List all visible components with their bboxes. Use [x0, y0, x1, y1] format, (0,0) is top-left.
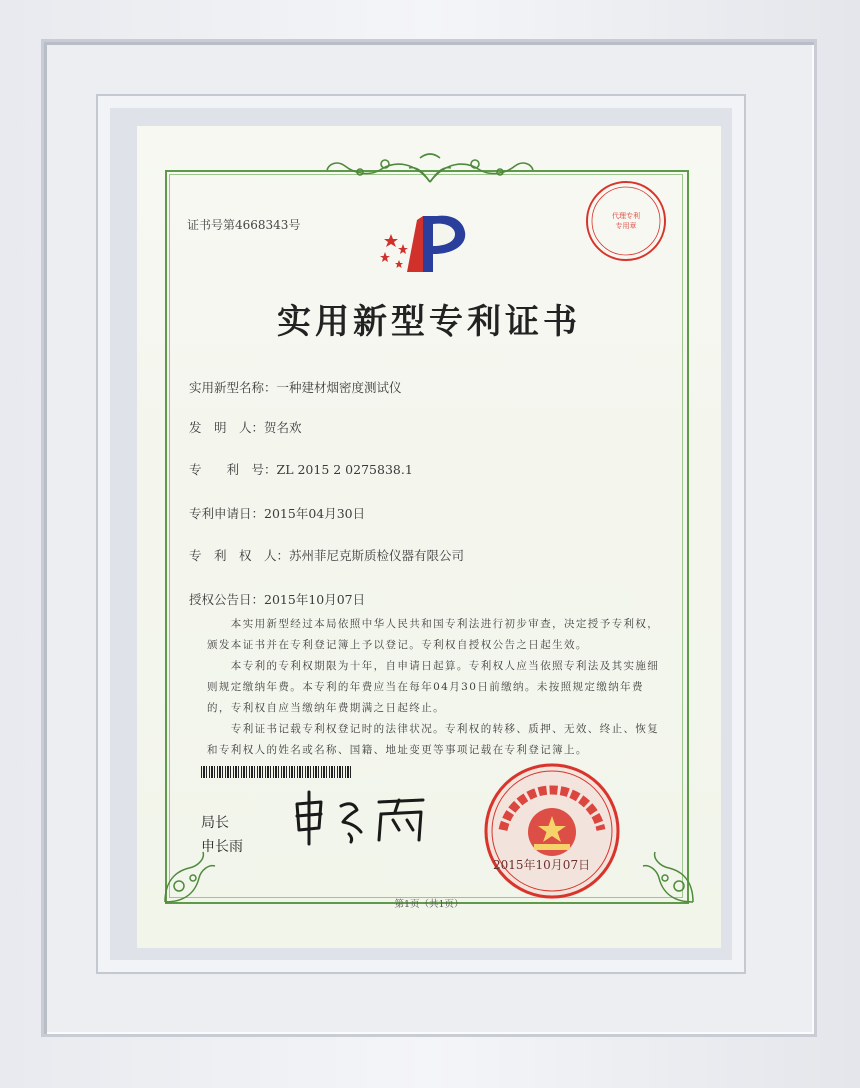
- field-value: 2015年10月07日: [264, 592, 366, 607]
- svg-text:专用章: 专用章: [615, 222, 637, 230]
- field-value: 2015年04月30日: [264, 506, 366, 521]
- director-signature: [287, 788, 437, 848]
- field-grant-date: [189, 590, 365, 608]
- patent-certificate: [137, 126, 721, 948]
- field-label: 发 明 人：: [189, 420, 265, 435]
- field-label: 专 利 号：: [189, 462, 277, 477]
- sipo-logo-icon: [377, 210, 473, 280]
- field-patent-number: [189, 460, 413, 478]
- field-name: [189, 378, 402, 396]
- certificate-title: 实用新型专利证书: [277, 302, 581, 342]
- field-value: 苏州菲尼克斯质检仪器有限公司: [289, 548, 465, 563]
- field-label: 专 利 权 人：: [189, 548, 290, 563]
- top-ornament-icon: [325, 152, 535, 188]
- field-label: 授权公告日：: [189, 592, 265, 607]
- field-value: 一种建材烟密度测试仪: [276, 380, 402, 395]
- page-info: 第1页（共1页）: [394, 899, 464, 910]
- svg-text:代理专利: 代理专利: [612, 212, 640, 220]
- field-application-date: [189, 504, 365, 522]
- certificate-number: 证书号第4668343号: [187, 218, 301, 232]
- certificate-body: [207, 614, 667, 761]
- barcode: [201, 766, 353, 778]
- field-value: ZL 2015 2 0275838.1: [276, 462, 413, 477]
- seal-date: 2015年10月07日: [493, 858, 591, 872]
- field-label: 实用新型名称：: [189, 380, 277, 395]
- director-title: 局长: [201, 815, 229, 831]
- director-name: 申长雨: [201, 839, 243, 855]
- field-inventor: [189, 418, 302, 436]
- body-paragraph: 本实用新型经过本局依照中华人民共和国专利法进行初步审查，决定授予专利权，颁发本证书并在专利登记簿上予以登记。专利权自授权公告之日起生效。: [207, 618, 660, 651]
- national-ip-seal-icon: [481, 760, 623, 902]
- body-paragraph: 本专利的专利权期限为十年，自申请日起算。专利权人应当依照专利法及其实施细则规定缴纳年费。本专利的年费应当在每年04月30日前缴纳。未按照规定缴纳年费的，专利权自应当缴纳年费期满之日起终止。: [207, 660, 660, 714]
- body-paragraph: 专利证书记载专利权登记时的法律状况。专利权的转移、质押、无效、终止、恢复和专利权人的姓名或名称、国籍、地址变更等事项记载在专利登记簿上。: [207, 723, 660, 756]
- field-patentee: [189, 546, 464, 564]
- field-value: 贺名欢: [264, 420, 302, 435]
- field-label: 专利申请日：: [189, 506, 265, 521]
- agency-stamp-icon: [583, 178, 669, 264]
